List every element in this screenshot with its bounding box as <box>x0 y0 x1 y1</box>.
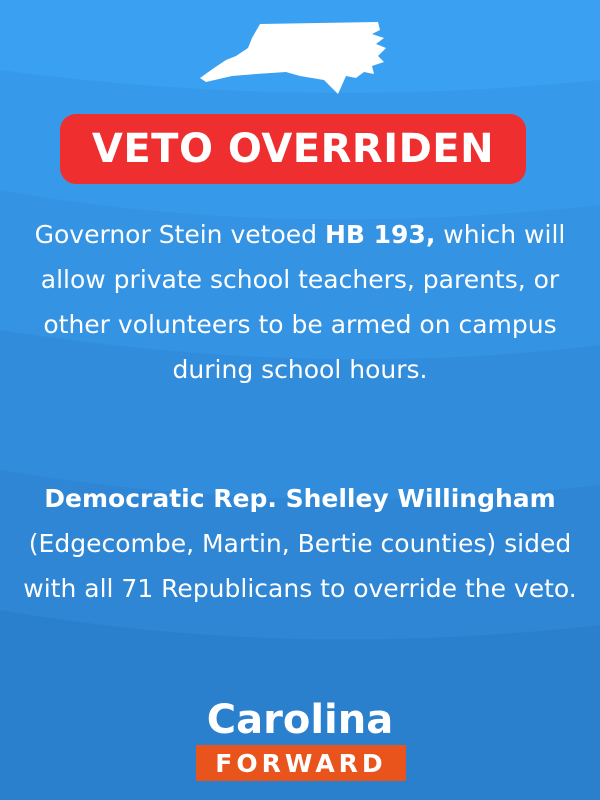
bill-summary: which will allow private school teachers, parents, or other volunteers to be armed on campus during school hours. <box>40 220 566 384</box>
bill-number: HB 193, <box>324 220 436 249</box>
rep-detail: (Edgecombe, Martin, Bertie counties) sided with all 71 Republicans to override the veto. <box>23 529 577 603</box>
veto-intro: Governor Stein vetoed <box>34 220 325 249</box>
rep-description <box>20 476 580 611</box>
rep-name: Democratic Rep. Shelley Willingham <box>44 484 556 513</box>
banner-title: VETO OVERRIDEN <box>91 126 495 172</box>
north-carolina-state-icon <box>196 18 396 98</box>
logo-forward-bar <box>196 745 406 781</box>
logo-forward: FORWARD <box>215 748 387 778</box>
veto-overriden-banner <box>60 114 526 184</box>
logo-carolina: Carolina <box>206 697 394 743</box>
veto-description <box>30 212 570 392</box>
